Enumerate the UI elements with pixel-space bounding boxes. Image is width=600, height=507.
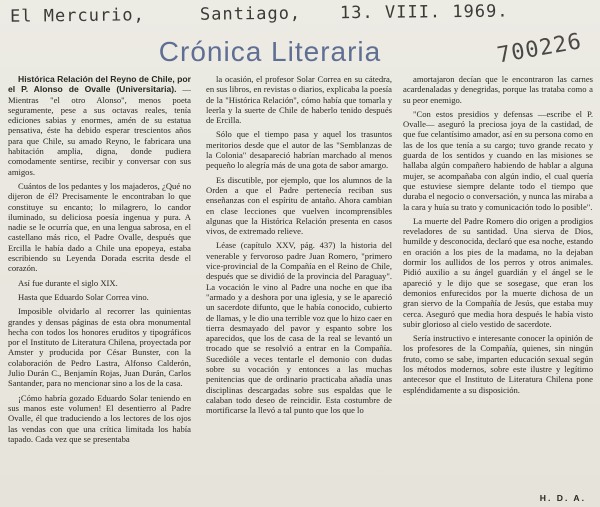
article-paragraph [8, 181, 191, 274]
article-lead-bibliography: Histórica Relación del Reyno de Chile, por el P. Alonso de Ovalle (Universitaria). [8, 74, 191, 95]
article-paragraph [206, 129, 392, 170]
handwritten-catalog-number: 700226 [495, 29, 584, 69]
article-paragraph [8, 292, 191, 302]
article-paragraph-text: la ocasión, el profesor Solar Correa en su cátedra, en sus libros, en revistas o diarios, explicaba la poesía de la "Histórica Relación", cómo había que tomarla y leerla y la suerte de Chile de haberlo tenido después de Ercilla. [206, 74, 392, 126]
article-paragraph [206, 74, 392, 125]
article-paragraph-text: Imposible olvidarlo al recorrer las quinientas grandes y densas páginas de esta obra monumental hecha con todos los honores eruditos y tipográficos por el Instituto de Literatura Chilena, proyectada por Amster y producida por César Bunster, con la colaboración de Pedro Lastra, Alfonso Calderón, Julio Durán C., Benjamín Rojas, Juan Durán, Carlos Santander, para no mencionar sino a los de la casa. [8, 306, 191, 389]
article-paragraph [8, 306, 191, 388]
article-column-2 [206, 74, 392, 504]
article-paragraph [8, 74, 191, 177]
article-paragraph-text: La muerte del Padre Romero dio origen a prodigios reveladores de su santidad. Una sierva de Dios, humilde y desconocida, declaró que esa noche, estando en oración a los pies de la madama, no la dejaban dormir los aullidos de los perros y otros animales. Pidió auxilio a su ángel guardián y el ángel se le apareció y le dijo que se sosegase, que eran los demonios enfurecidos por la muerte dichosa de un gran siervo de la Compañía de Jesús, que estaba muy cerca. Aseguró que media hora después le había visto subir glorioso al cielo vestido de sacerdote. [403, 215, 593, 329]
article-paragraph-text: Sería instructivo e interesante conocer la opinión de los profesores de la Compañía, quienes, sin ningún fruto, como se sabe, imparten educación sexual según los métodos modernos, sobre este ilustre y legítimo antecesor que el Instituto de Literatura Chilena pone espléndidamente a su disposición. [403, 333, 593, 395]
article-paragraph-text: Es discutible, por ejemplo, que los alumnos de la Orden a que el Padre pertenecía reciban sus enseñanzas con el espíritu de antaño. Ahora cambian en clase lecciones que vuelven incomprensibles algunas que la Histórica Relación presenta en casos vivos, de extremado relieve. [206, 174, 392, 237]
article-column-3 [403, 74, 593, 504]
article-paragraph [206, 175, 392, 237]
article-paragraph-text: ¡Cómo habría gozado Eduardo Solar teniendo en sus manos este volumen! El desentierro al Padre Ovalle, él que traduciendo a los lectores de los ojos las vendas con que una crítica limitada los había tapado. Cada vez que se presentaba [8, 392, 191, 444]
article-paragraph-text: Hasta que Eduardo Solar Correa vino. [18, 291, 149, 302]
article-paragraph-text: Sólo que el tiempo pasa y aquel los trasuntos meritorios desde que el autor de las "Semblanzas de la Colonia" desapareció habrían marchado al menos pequeño lo alegría más de una gota de sabor amargo. [206, 129, 392, 171]
author-signature: H. D. A. [539, 493, 586, 503]
clipping-date: 13. VIII. 1969. [339, 1, 509, 24]
article-paragraph-text: "Con estos presidios y defensas —escribe el P. Ovalle— aseguró la preciosa joya de la castidad, de que fue celantísimo amador, así en su persona como en las de los que tenía a su cargo; tuvo grande recato y guarda de los sentidos y cuando en las misiones se hallaba algún compañero habiendo de hablar a alguna mujer, se acompañaba con algún indio, el cual quería que estuviese siempre delante todo el tiempo que duraba el negocio o conversación, y nunca las miraba a la cara y huía su trato y comunicación todo lo posible". [403, 108, 593, 212]
article-column-1 [8, 74, 191, 504]
article-paragraph-text: Cuántos de los pedantes y los majaderos, ¿Qué no dijeron de él? Precisamente le encontraban lo que constituye su encanto; lo milagrero, lo candor iluminado, su deliciosa poesía ingenua y pura. A nadie se le ocurría que, en una lengua sabrosa, en el castellano más rico, el Padre Ovalle, después que Ercilla le había dado a Chile una epopeya, estaba escribiendo su Leyenda Dorada escrita desde el corazón. [8, 180, 191, 274]
article-paragraph [206, 240, 392, 415]
article-paragraph-text: — Mientras "el otro Alonso", menos poeta seguramente, pese a sus octavas reales, tenía ediciones sabias y enormes, amén de su estatua pensativa, éste ha debido esperar trescientos años para que Chile, su amado Reyno, le fabricara una habitación amplia, digna, donde pudiera comodamente sentirse, recibir y conversar con sus amigos. [8, 84, 191, 177]
article-paragraph [8, 393, 191, 444]
newspaper-name: El Mercurio, [9, 5, 145, 27]
article-title: Crónica Literaria [158, 36, 382, 67]
article-paragraph [8, 278, 191, 288]
article-paragraph [403, 74, 593, 105]
article-paragraph [403, 333, 593, 395]
city-name: Santiago, [199, 3, 302, 25]
article-paragraph [403, 109, 593, 212]
clipping-handwritten-header [10, 0, 530, 31]
article-paragraph [403, 216, 593, 329]
article-paragraph-text: amortajaron decían que le encontraron las carnes acardenaladas y denegridas, porque las trataba como a su peor enemigo. [403, 74, 593, 105]
article-paragraph-text: Así fue durante el siglo XIX. [18, 277, 118, 288]
article-paragraph-text: Léase (capítulo XXV, pág. 437) la historia del venerable y fervoroso padre Juan Romero, "primero vice-provincial de la Compañía en el Reino de Chile, después que se dividió de la provincia del Paraguay". La vocación le vino al Padre una noche en que iba "armado y a deshora por una iglesia, y se le apareció un sacerdote difunto, que le había conocido, cubierto de llamas, y le dio una terrible voz que lo hizo caer en tierra desmayado del pavor y espanto sobre los aparecidos, que los de casa de la real se levantó un trocado que se resolvió a entrar en la Compañía. Sucedióle a veces tentarle el demonio con dudas sobre su vocación y entonces a las muchas penitencias que de ordinario practicaba añadía unas disciplinas descargadas sobre sus espaldas que le calaban todo deseo de reincidir. Esta costumbre de mortificarse la llevó a tal punto que los que lo [206, 240, 392, 416]
